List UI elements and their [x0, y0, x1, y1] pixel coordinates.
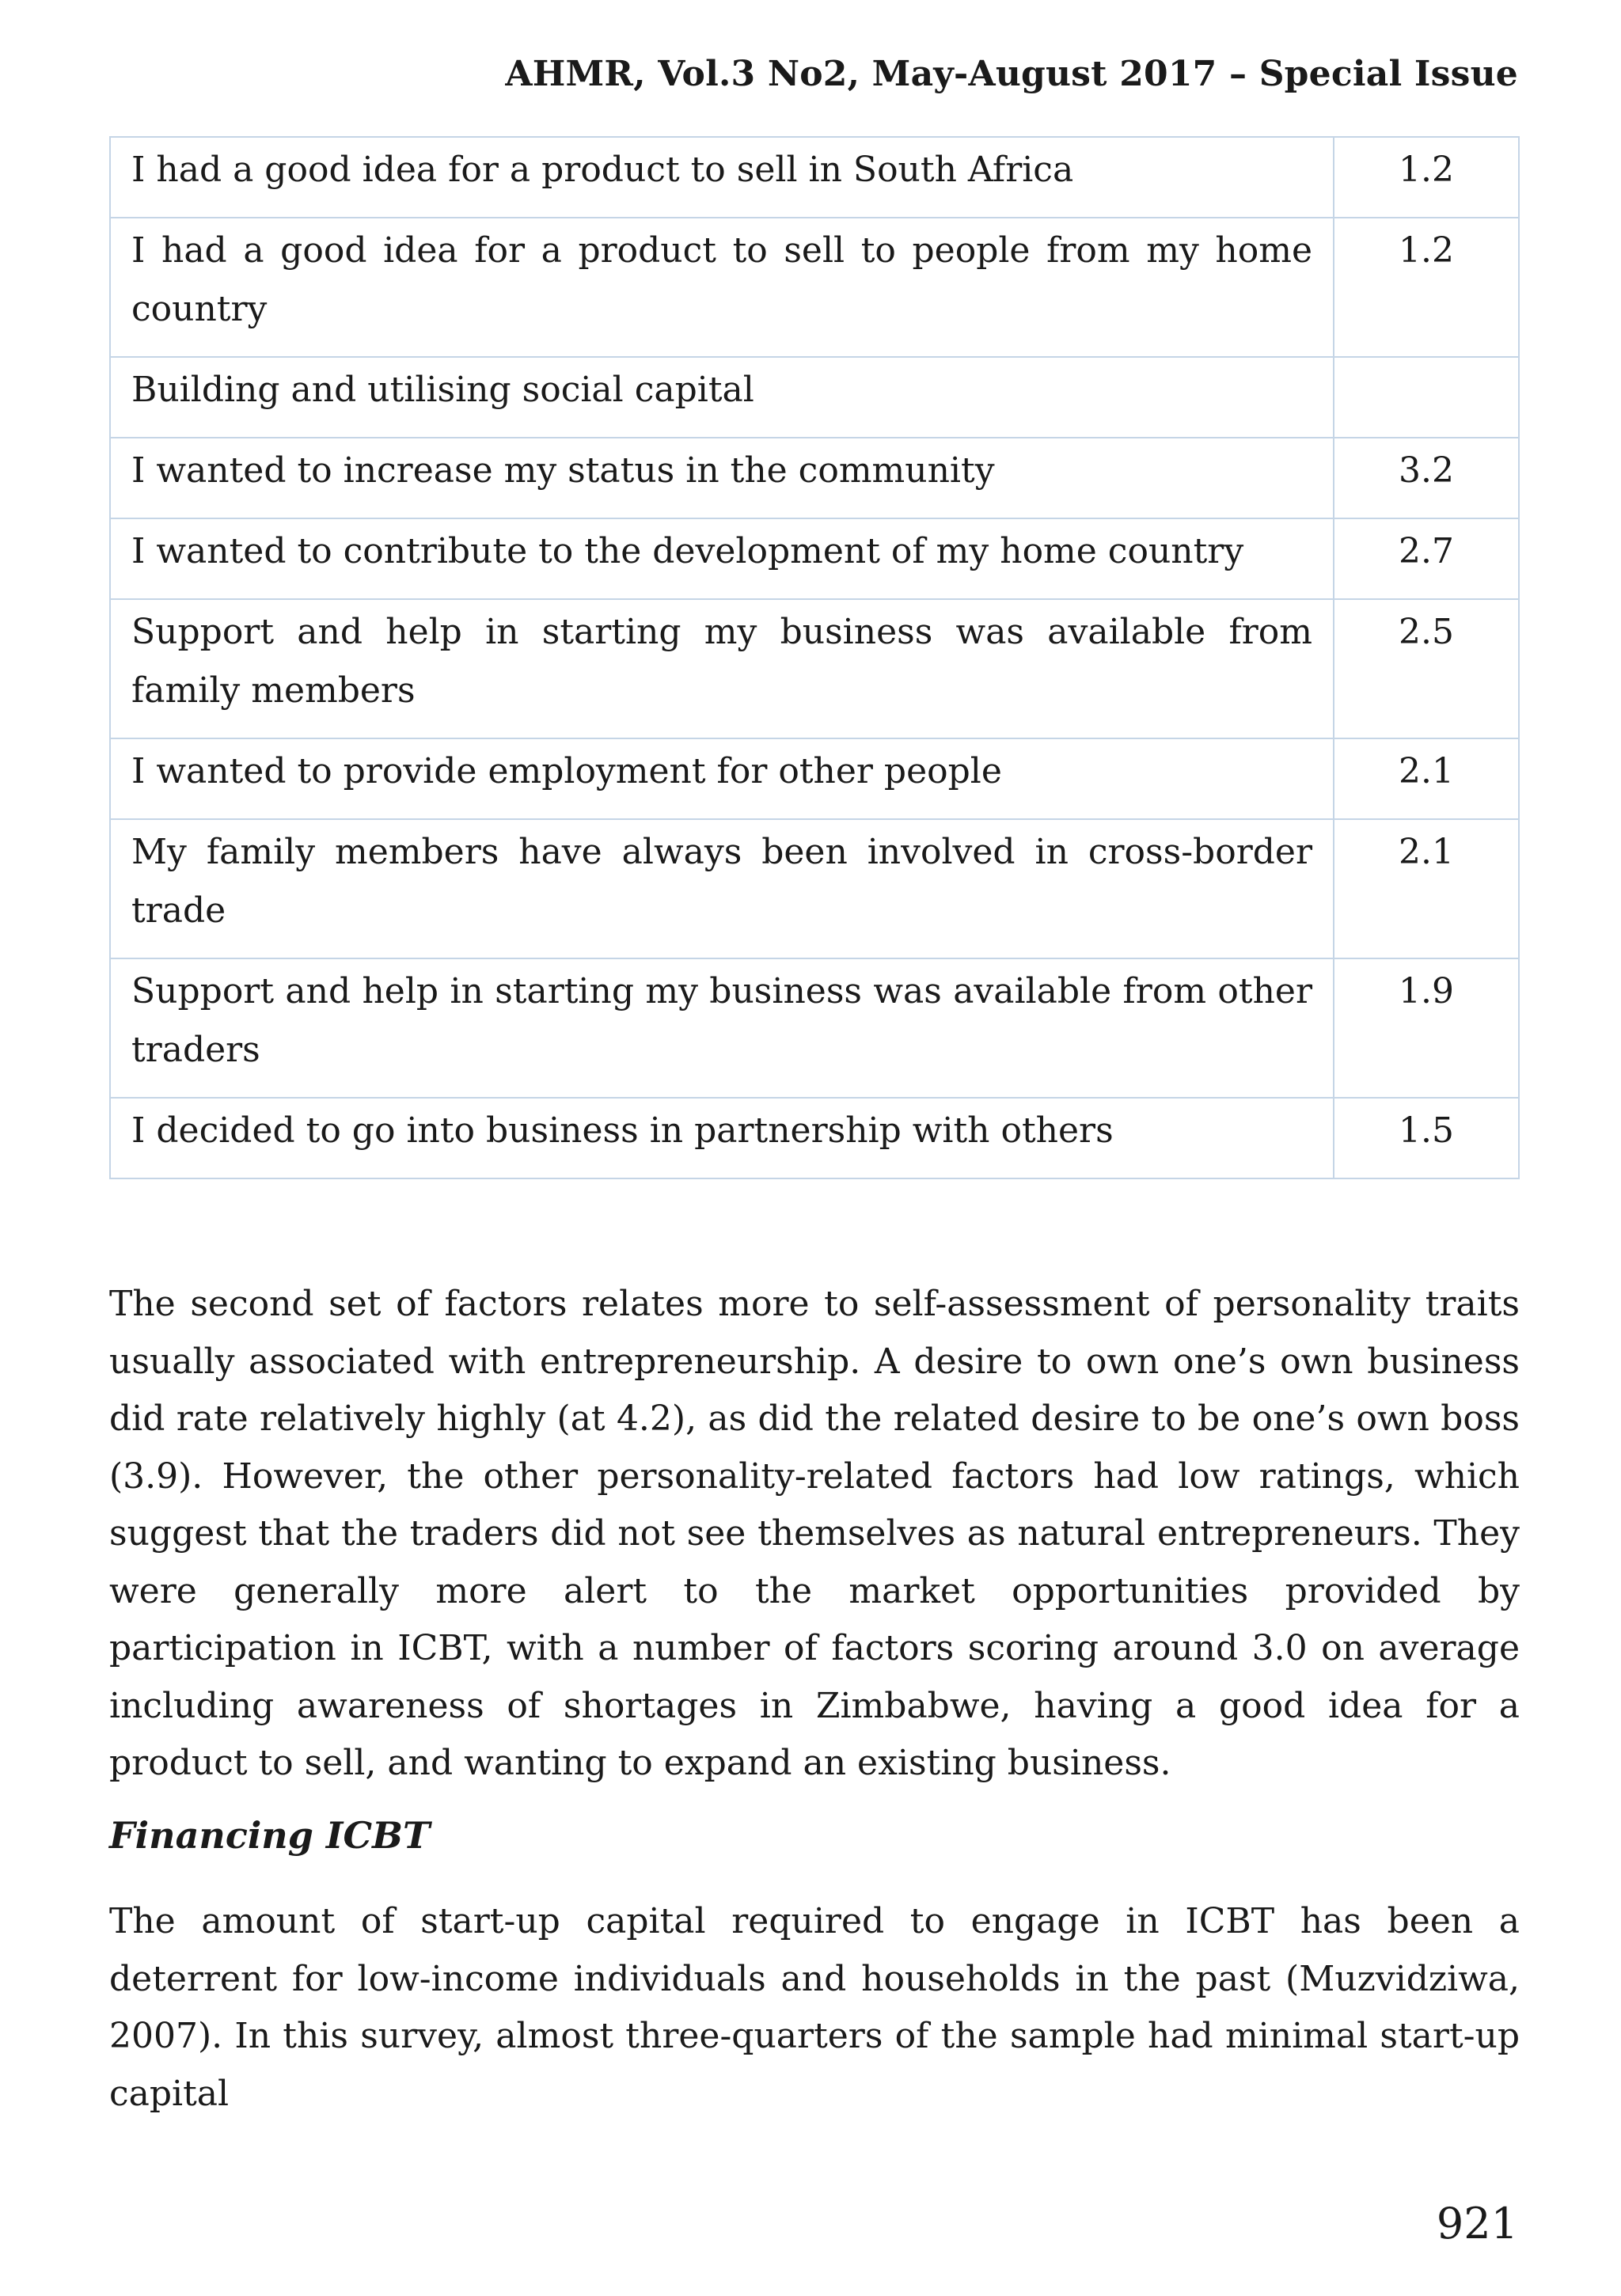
running-header: AHMR, Vol.3 No2, May-August 2017 – Special Issue — [505, 54, 1518, 94]
factor-cell: Support and help in starting my business was available from family members — [110, 599, 1334, 738]
score-cell: 1.9 — [1334, 958, 1519, 1098]
score-cell: 2.1 — [1334, 819, 1519, 958]
page-number: 921 — [1436, 2199, 1518, 2249]
score-cell: 1.5 — [1334, 1098, 1519, 1178]
factor-cell: I had a good idea for a product to sell in South Africa — [110, 137, 1334, 218]
score-cell: 1.2 — [1334, 218, 1519, 357]
score-cell: 2.7 — [1334, 518, 1519, 599]
score-cell: 2.1 — [1334, 738, 1519, 819]
factor-cell: I wanted to increase my status in the community — [110, 438, 1334, 518]
table-row — [110, 738, 1519, 819]
table-row — [110, 958, 1519, 1098]
factor-cell: I had a good idea for a product to sell to people from my home country — [110, 218, 1334, 357]
table-row — [110, 819, 1519, 958]
table-row — [110, 599, 1519, 738]
score-cell: 1.2 — [1334, 137, 1519, 218]
section-heading: Financing ICBT — [109, 1814, 431, 1857]
score-cell: 2.5 — [1334, 599, 1519, 738]
factor-cell: My family members have always been involved in cross-border trade — [110, 819, 1334, 958]
table-row — [110, 357, 1519, 438]
body-paragraph: The second set of factors relates more to self-assessment of personality traits usually associated with entrepreneurship. A desire to own one’s own business did rate relatively highly (at 4.2), as did the related desire to be one’s own boss (3.9). However, the other personality-related factors had low ratings, which suggest that the traders did not see themselves as natural entrepreneurs. They were generally more alert to the market opportunities provided by participation in ICBT, with a number of factors scoring around 3.0 on average including awareness of shortages in Zimbabwe, having a good idea for a product to sell, and wanting to expand an existing business. — [109, 1284, 1520, 1783]
table-row — [110, 137, 1519, 218]
factor-score-table — [109, 136, 1520, 1179]
body-paragraph: The amount of start-up capital required to engage in ICBT has been a deterrent for low-income individuals and households in the past (Muzvidziwa, 2007). In this survey, almost three-quarters of the sample had minimal start-up capital — [109, 1901, 1520, 2114]
factor-cell: I wanted to provide employment for other people — [110, 738, 1334, 819]
factor-category-cell: Building and utilising social capital — [110, 357, 1334, 438]
table-row — [110, 218, 1519, 357]
table-row — [110, 1098, 1519, 1178]
score-cell — [1334, 357, 1519, 438]
table-row — [110, 438, 1519, 518]
factor-cell: Support and help in starting my business was available from other traders — [110, 958, 1334, 1098]
table-row — [110, 518, 1519, 599]
factor-cell: I decided to go into business in partnership with others — [110, 1098, 1334, 1178]
score-cell: 3.2 — [1334, 438, 1519, 518]
factor-cell: I wanted to contribute to the development of my home country — [110, 518, 1334, 599]
